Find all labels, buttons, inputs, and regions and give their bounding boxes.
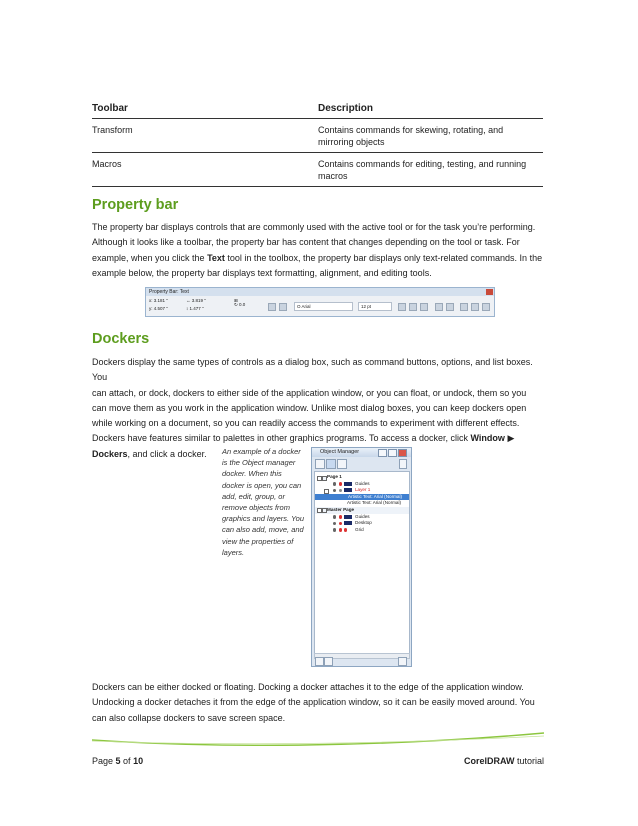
bullet-icon: [446, 303, 454, 311]
object-manager-footer: [312, 656, 411, 666]
brand-suffix: tutorial: [514, 756, 544, 766]
object-tree: [314, 471, 410, 654]
table-row: [92, 119, 543, 153]
tree-row: [315, 527, 409, 534]
property-bar-paragraph: [92, 220, 544, 281]
italic-icon: [409, 303, 417, 311]
restore-icon: [388, 449, 397, 457]
text-run: Dockers have features similar to palettes in other graphics programs. To access a docker, click: [92, 433, 471, 444]
tree-row: [315, 520, 409, 527]
caption-line: is the Object manager: [222, 458, 296, 468]
print-icon: [339, 482, 342, 485]
x-label: x: 3.181 ": [149, 298, 168, 303]
underline-icon: [420, 303, 428, 311]
x-value: 3.181 ": [153, 298, 168, 303]
desktop-label: Desktop: [355, 520, 372, 526]
object-manager-titlebar: [312, 448, 411, 457]
eye-icon: [333, 489, 336, 492]
text-run: , and click a docker.: [127, 448, 207, 459]
char-format-icon: [460, 303, 468, 311]
tree-row: [315, 514, 409, 521]
show-properties-icon: [315, 459, 325, 469]
tree-row: [315, 500, 409, 507]
text-line: can attach, or dock, dockers to either side of the application window, or you can float, or undock, them so you: [92, 387, 527, 398]
page-num: 5: [115, 756, 121, 766]
text-line: example below, the property bar displays text formatting, alignment, and editing tools.: [92, 267, 432, 278]
tree-row: [315, 507, 409, 514]
rotation-label: ↻ 0.0: [234, 302, 246, 307]
y-value: 4.507 ": [153, 306, 168, 311]
height-value: 1.477 ": [189, 306, 204, 311]
text-run: tool in the toolbox, the property bar displays only text-related commands. In the: [224, 252, 543, 263]
artistic-text-label: Artistic Text: Arial (Normal): [347, 500, 402, 506]
text-line: Although it looks like a toolbar, the property bar has content that changes depending on the tool or task. For: [92, 237, 520, 248]
layer-manager-icon: [337, 459, 347, 469]
text-line: The property bar displays controls that are commonly used with the active tool or for the task you’re performing.: [92, 222, 536, 232]
rotation-value: 0.0: [239, 302, 246, 307]
window-menu-bold: Window: [470, 433, 505, 444]
width-value: 3.819 ": [191, 298, 206, 303]
property-bar-title: Property Bar: Text: [149, 289, 189, 295]
size-value: 12 pt: [361, 304, 372, 309]
caption-line: view the properties of: [222, 536, 294, 546]
desc-line: Contains commands for skewing, rotating, and: [318, 125, 504, 135]
caption-line: layers.: [222, 547, 245, 557]
new-layer-icon: [315, 657, 324, 666]
table-header: [92, 98, 543, 119]
text-line: can move them as you work in the application window. Unlike most dialog boxes, you can keep dockers open: [92, 402, 527, 413]
size-select: [358, 302, 392, 311]
row-name: Transform: [92, 125, 133, 135]
footer-swoosh: [92, 728, 544, 748]
print-icon: [339, 528, 342, 531]
y-label: y: 4.507 ": [149, 306, 168, 311]
swoosh-line-light: [92, 736, 544, 744]
text-line: [92, 251, 544, 266]
align-icon: [435, 303, 443, 311]
caption-line: docker is open, you can: [222, 480, 302, 490]
caption-line: can also add, move, and: [222, 525, 304, 535]
mirror-v-icon: [279, 303, 287, 311]
eye-icon: [333, 515, 336, 518]
width-label: ↔ 3.819 ": [186, 298, 206, 303]
property-bar-screenshot: [145, 287, 495, 317]
row-description: [318, 158, 543, 182]
dockers-closing-paragraph: [92, 680, 544, 726]
text-line: can also collapse dockers to save screen space.: [92, 712, 286, 723]
dockers-heading: Dockers: [92, 331, 150, 347]
lock-icon: ⊞: [234, 298, 238, 303]
caption-line: remove objects from: [222, 503, 290, 513]
object-manager-screenshot: [311, 447, 412, 667]
edit-across-layers-icon: [326, 459, 336, 469]
text-line: while working on a document, so you can readily access the commands to experiment with different effects.: [92, 418, 520, 429]
tree-row: [315, 487, 409, 494]
desc-line: mirroring objects: [318, 137, 385, 147]
docker-caption: [222, 446, 308, 558]
eye-icon: [333, 482, 336, 485]
caption-line: graphics and layers. You: [222, 514, 304, 524]
property-bar-titlebar: [146, 288, 494, 296]
minimize-icon: [378, 449, 387, 457]
page1-label: Page 1: [327, 474, 342, 479]
tree-row: [315, 481, 409, 488]
page-label: Page: [92, 756, 116, 766]
edit-icon: [344, 528, 347, 531]
text-line: [92, 431, 544, 446]
row-description: [318, 124, 543, 148]
close-icon: [398, 449, 407, 457]
desc-line: macros: [318, 171, 348, 181]
delete-icon: [398, 657, 407, 666]
object-manager-title: Object Manager: [320, 449, 360, 455]
eye-icon: [333, 522, 336, 525]
master-guides-label: Guides: [355, 513, 370, 519]
master-page-label: Master Page: [327, 506, 355, 512]
page-of: of: [120, 756, 134, 766]
property-bar-heading: Property bar: [92, 197, 179, 213]
vertical-text-icon: [482, 303, 490, 311]
artistic-text-label: Artistic Text: Arial (Normal): [348, 493, 403, 499]
text-line: Dockers can be either docked or floating. Docking a docker attaches it to the edge of the application window.: [92, 682, 524, 692]
header-toolbar: Toolbar: [92, 102, 128, 114]
caption-line: add, edit, group, or: [222, 491, 285, 501]
print-icon: [339, 489, 342, 492]
footer-brand: [464, 756, 544, 766]
object-manager-toolbar: [312, 457, 411, 469]
print-icon: [339, 515, 342, 518]
row-name: Macros: [92, 159, 122, 169]
dockers-menu-bold: Dockers: [92, 448, 128, 459]
text-line: Undocking a docker detaches it from the edge of the application window, so it can be easily moved around. You: [92, 697, 535, 708]
property-bar-controls: [146, 296, 494, 315]
caption-line: An example of a docker: [222, 447, 301, 456]
toolbar-table: [92, 98, 543, 187]
font-select: O Arial: [294, 302, 353, 311]
color-swatch: [344, 515, 352, 519]
page-number: [92, 756, 143, 766]
flyout-arrow-icon: [399, 459, 407, 469]
guides-label: Guides: [355, 480, 370, 486]
new-master-layer-icon: [324, 657, 333, 666]
print-icon: [339, 522, 342, 525]
bold-icon: [398, 303, 406, 311]
color-swatch: [344, 521, 352, 525]
layer1-label: Layer 1: [355, 487, 371, 493]
desc-line: Contains commands for editing, testing, and running: [318, 159, 527, 169]
table-row: [92, 153, 543, 187]
height-label: ↕ 1.477 ": [186, 306, 204, 311]
text-tool-bold: Text: [207, 252, 225, 263]
brand-name: CorelDRAW: [463, 756, 515, 766]
edit-text-icon: [471, 303, 479, 311]
color-swatch: [344, 482, 352, 486]
page-total: 10: [133, 756, 144, 766]
caption-line: docker. When this: [222, 469, 282, 479]
header-description: Description: [318, 102, 374, 114]
mirror-h-icon: [268, 303, 276, 311]
text-line: Dockers display the same types of controls as a dialog box, such as command buttons, options, and list boxes. You: [92, 357, 533, 383]
tree-row: [315, 474, 409, 481]
close-icon: [486, 289, 493, 295]
arrow-right-icon: ▶: [507, 433, 515, 444]
color-swatch: [344, 488, 352, 492]
text-run: example, when you click the: [92, 252, 208, 263]
grid-label: Grid: [355, 526, 364, 532]
font-value: Arial: [301, 304, 311, 309]
tree-row-selected: [315, 494, 409, 501]
eye-icon: [333, 528, 336, 531]
